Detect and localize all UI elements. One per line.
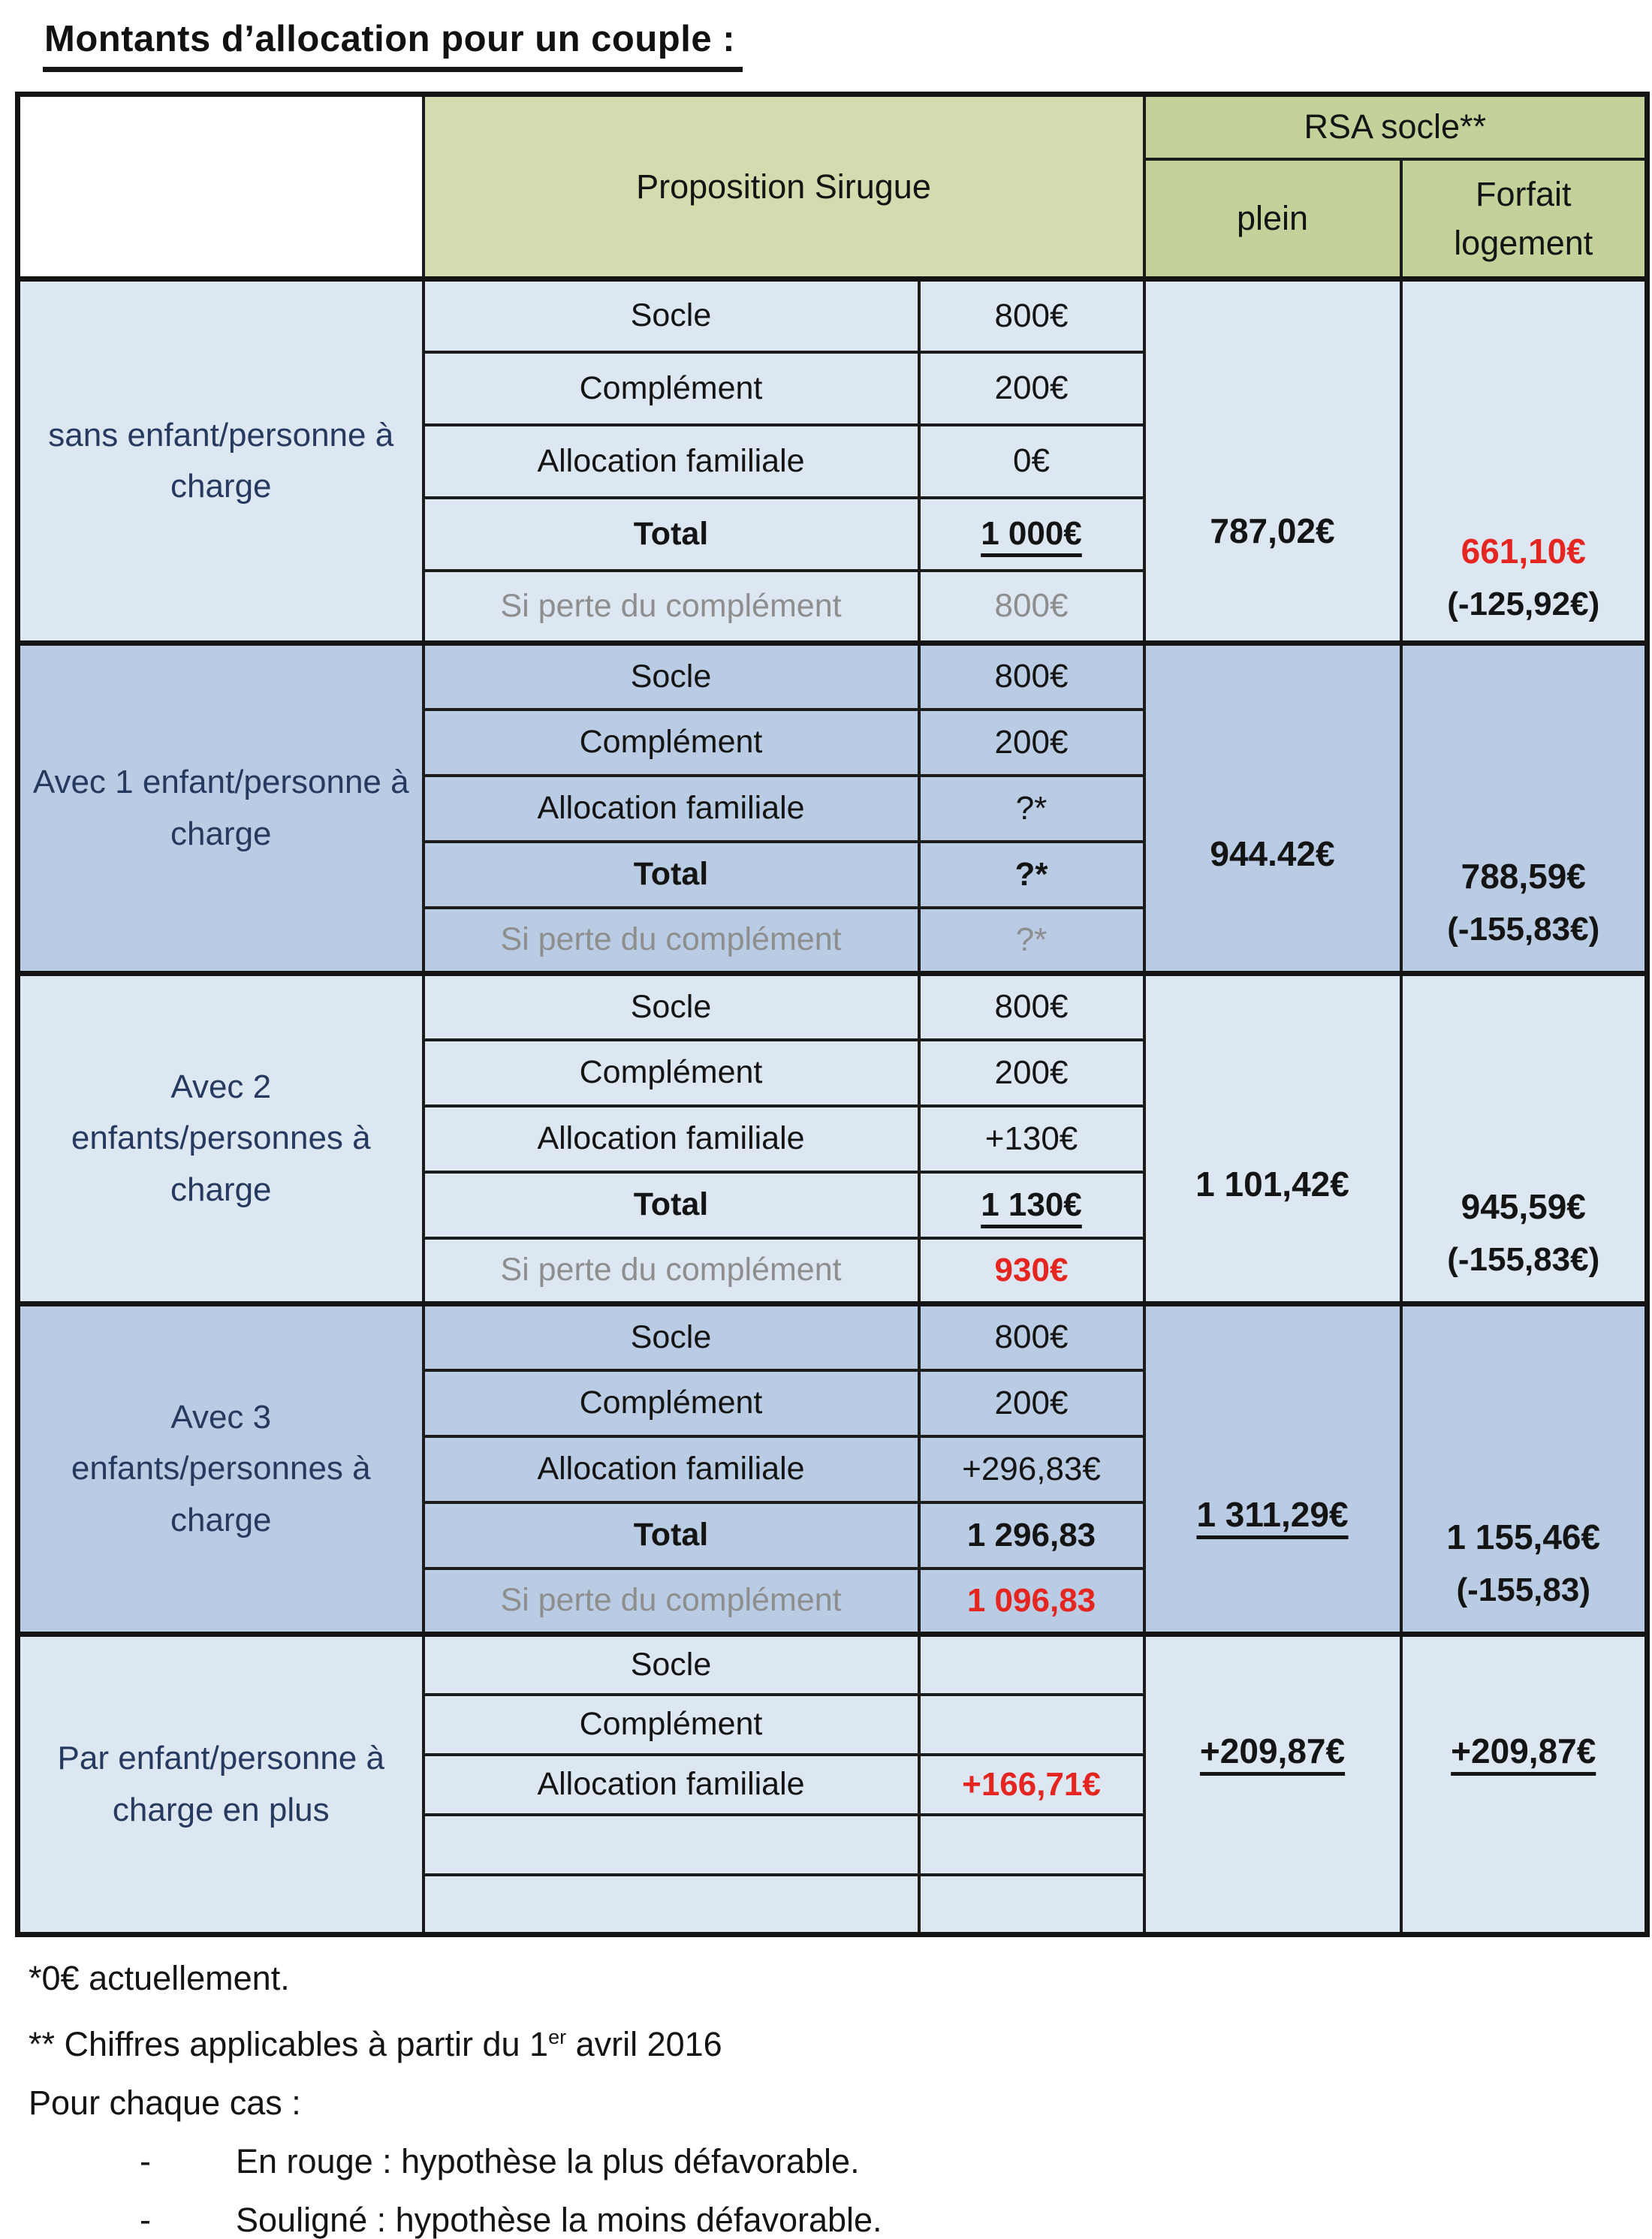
bullet-dash: - (140, 2201, 151, 2239)
page-title: Montants d’allocation pour un couple : (43, 18, 743, 72)
row-value: +130€ (919, 1106, 1144, 1172)
row-label: Socle (424, 279, 919, 352)
row-label: Complément (424, 1695, 919, 1755)
row-value: 200€ (919, 1370, 1144, 1436)
row-label: Si perte du complément (424, 908, 919, 974)
plein-cell (1144, 974, 1401, 1304)
forfait-delta: (-125,92€) (1447, 586, 1600, 622)
row-value: 0€ (919, 425, 1144, 498)
footnotes (29, 1960, 1652, 2239)
row-label: Allocation familiale (424, 776, 919, 842)
corner-cell (18, 95, 424, 279)
group-label: Avec 3 enfants/personnes à charge (18, 1304, 424, 1635)
row-label: Si perte du complément (424, 571, 919, 643)
row-value: 800€ (919, 643, 1144, 710)
row-value: 200€ (919, 710, 1144, 776)
row-value: 1 096,83 (919, 1569, 1144, 1635)
forfait-delta: (-155,83€) (1447, 1241, 1600, 1278)
row-label: Socle (424, 1635, 919, 1695)
row-label: Complément (424, 1040, 919, 1106)
footnote-double-asterisk: ** Chiffres applicables à partir du 1er avril 2016 (29, 2025, 722, 2063)
row-label: Allocation familiale (424, 425, 919, 498)
forfait-cell (1401, 1304, 1647, 1635)
footnote-asterisk: *0€ actuellement. (29, 1959, 290, 1997)
row-value: ?* (919, 908, 1144, 974)
row-value: 1 000€ (919, 498, 1144, 571)
forfait-cell (1401, 643, 1647, 974)
forfait-value: 1 155,46€ (1446, 1517, 1601, 1556)
plein-value: 944.42€ (1210, 834, 1335, 873)
row-label: Si perte du complément (424, 1569, 919, 1635)
row-label (424, 1875, 919, 1935)
forfait-delta: (-155,83) (1456, 1572, 1591, 1608)
row-label (424, 1815, 919, 1875)
footnote-cases-intro: Pour chaque cas : (29, 2084, 301, 2122)
row-value: 800€ (919, 974, 1144, 1040)
plein-value: 1 101,42€ (1195, 1165, 1349, 1204)
forfait-value: 945,59€ (1461, 1187, 1586, 1226)
row-label: Total (424, 498, 919, 571)
legend-red: - En rouge : hypothèse la plus défavorable. (134, 2143, 1652, 2180)
row-value: +296,83€ (919, 1436, 1144, 1502)
superscript-er: er (548, 2026, 567, 2048)
row-label: Si perte du complément (424, 1238, 919, 1304)
row-value: 200€ (919, 352, 1144, 425)
row-label: Total (424, 1172, 919, 1238)
group-label: Avec 1 enfant/personne à charge (18, 643, 424, 974)
plein-cell (1144, 643, 1401, 974)
row-value (919, 1875, 1144, 1935)
plein-value: 787,02€ (1210, 511, 1335, 550)
row-value: 200€ (919, 1040, 1144, 1106)
plein-cell (1144, 1635, 1401, 1935)
row-label: Socle (424, 974, 919, 1040)
row-value: 800€ (919, 1304, 1144, 1370)
forfait-cell (1401, 974, 1647, 1304)
plein-value: +209,87€ (1199, 1731, 1346, 1770)
row-value: +166,71€ (919, 1755, 1144, 1815)
group-label: Avec 2 enfants/personnes à charge (18, 974, 424, 1304)
row-value (919, 1635, 1144, 1695)
forfait-delta: (-155,83€) (1447, 911, 1600, 948)
forfait-cell (1401, 1635, 1647, 1935)
row-value (919, 1695, 1144, 1755)
row-label: Total (424, 842, 919, 908)
row-value: 800€ (919, 279, 1144, 352)
row-value (919, 1815, 1144, 1875)
row-value: 1 296,83 (919, 1502, 1144, 1569)
col-header-rsa: RSA socle** (1144, 95, 1647, 159)
row-label: Socle (424, 643, 919, 710)
forfait-value: 788,59€ (1461, 857, 1586, 896)
col-header-proposition: Proposition Sirugue (424, 95, 1144, 279)
row-label: Allocation familiale (424, 1755, 919, 1815)
row-label: Complément (424, 710, 919, 776)
row-value: 800€ (919, 571, 1144, 643)
row-value: ?* (919, 776, 1144, 842)
group-label: Par enfant/personne à charge en plus (18, 1635, 424, 1935)
plein-cell (1144, 1304, 1401, 1635)
row-value: ?* (919, 842, 1144, 908)
row-value: 1 130€ (919, 1172, 1144, 1238)
plein-value: 1 311,29€ (1196, 1495, 1349, 1534)
group-label: sans enfant/personne à charge (18, 279, 424, 643)
row-label: Total (424, 1502, 919, 1569)
row-label: Allocation familiale (424, 1436, 919, 1502)
legend-underline: - Souligné : hypothèse la moins défavorable. (134, 2201, 1652, 2239)
col-header-plein: plein (1144, 159, 1401, 279)
row-label: Complément (424, 1370, 919, 1436)
col-header-forfait: Forfait logement (1401, 159, 1647, 279)
bullet-dash: - (140, 2142, 151, 2180)
allocation-table (15, 92, 1650, 1937)
row-label: Socle (424, 1304, 919, 1370)
forfait-value: 661,10€ (1461, 532, 1586, 571)
forfait-value: +209,87€ (1451, 1731, 1596, 1770)
plein-cell (1144, 279, 1401, 643)
row-label: Complément (424, 352, 919, 425)
row-value: 930€ (919, 1238, 1144, 1304)
row-label: Allocation familiale (424, 1106, 919, 1172)
forfait-cell (1401, 279, 1647, 643)
